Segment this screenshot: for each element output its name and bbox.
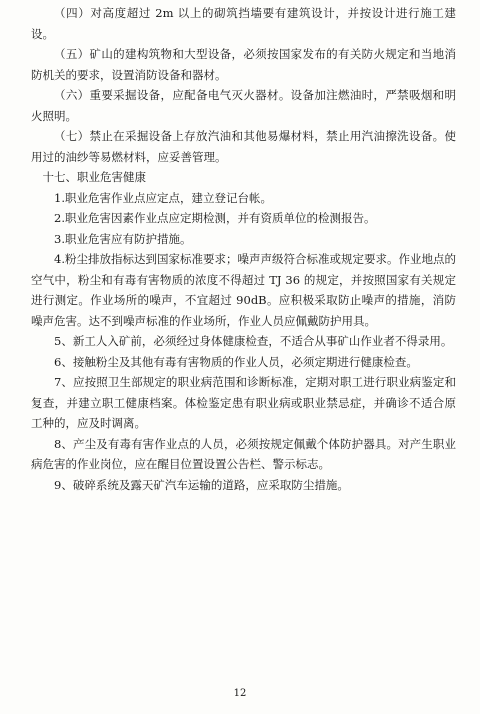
list-item-1: 1.职业危害作业点应定点，建立登记台帐。 xyxy=(54,190,272,205)
list-item-3: 3.职业危害应有防护措施。 xyxy=(54,231,192,246)
list-item-6: 6、接触粉尘及其他有毒有害物质的作业人员，必须定期进行健康检查。 xyxy=(54,354,418,369)
paragraph-gasoline-ban: （七）禁止在采掘设备上存放汽油和其他易爆材料，禁止用汽油擦洗设备。使用过的油纱等易燃材料，应妥善管理。 xyxy=(31,129,456,164)
paragraph-extinguisher: （六）重要采掘设备，应配备电气灭火器材。设备加注燃油时，严禁吸烟和明火照明。 xyxy=(31,88,456,123)
list-item-8: 8、产尘及有毒有害作业点的人员，必须按规定佩戴个体防护器具。对产生职业病危害的作业岗位，应在醒目位置设置公告栏、警示标志。 xyxy=(31,436,456,471)
paragraph-fire-wall: （四）对高度超过 2m 以上的砌筑挡墙要有建筑设计，并按设计进行施工建设。 xyxy=(31,6,456,41)
page-number: 12 xyxy=(233,688,247,699)
list-item-2: 2.职业危害因素作业点应定期检测，并有资质单位的检测报告。 xyxy=(54,211,376,225)
paragraph-fire-equipment: （五）矿山的建构筑物和大型设备，必须按国家发布的有关防火规定和当地消防机关的要求，设置消防设备和器材。 xyxy=(31,47,456,82)
section-heading-occupational-health: 十七、职业危害健康 xyxy=(42,170,146,184)
list-item-9: 9、破碎系统及露天矿汽车运输的道路，应采取防尘措施。 xyxy=(54,477,349,492)
list-item-4: 4.粉尘排放指标达到国家标准要求；噪声声级符合标准或规定要求。作业地点的空气中，粉尘和有毒有害物质的浓度不得超过 TJ 36 的规定，并按照国家有关规定进行测定。作业场所的噪声，不宜超过 90dB。应积极采取防止噪声的措施，消防噪声危害。达不到噪声标准的作业场所，作业人员应佩戴防护用具。 xyxy=(31,252,456,328)
list-item-5: 5、新工人入矿前，必须经过身体健康检查，不适合从事矿山作业者不得录用。 xyxy=(54,334,453,348)
document-body xyxy=(31,3,456,495)
list-item-7: 7、应按照卫生部规定的职业病范围和诊断标准，定期对职工进行职业病鉴定和复查，并建立职工健康档案。体检鉴定患有职业病或职业禁忌症，并确诊不适合原工种的，应及时调离。 xyxy=(31,375,456,430)
